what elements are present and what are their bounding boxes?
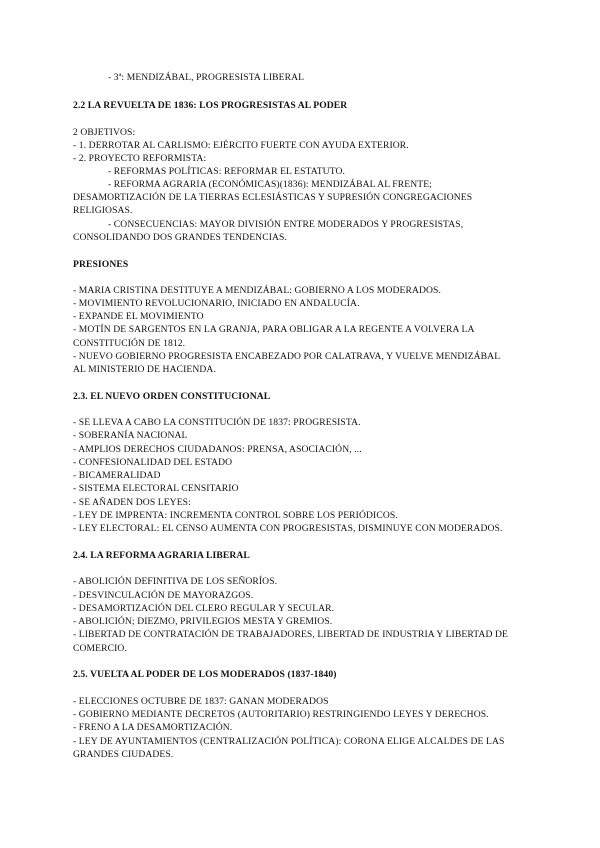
section-heading: 2.2 LA REVUELTA DE 1836: LOS PROGRESISTAS AL PODER xyxy=(73,100,348,111)
list-item: - NUEVO GOBIERNO PROGRESISTA ENCABEZADO POR CALATRAVA, Y VUELVE MENDIZÁBAL xyxy=(73,351,501,362)
list-item: - GOBIERNO MEDIANTE DECRETOS (AUTORITARIO) RESTRINGIENDO LEYES Y DERECHOS. xyxy=(73,709,489,720)
list-item: - FRENO A LA DESAMORTIZACIÓN. xyxy=(73,722,233,733)
list-item: DESAMORTIZACIÓN DE LA TIERRAS ECLESIÁSTICAS Y SUPRESIÓN CONGREGACIONES xyxy=(73,192,473,203)
list-item: - DESVINCULACIÓN DE MAYORAZGOS. xyxy=(73,590,254,601)
list-item: - MOTÍN DE SARGENTOS EN LA GRANJA, PARA OBLIGAR A LA REGENTE A VOLVERA LA xyxy=(73,324,475,335)
list-item: CONSTITUCIÓN DE 1812. xyxy=(73,338,186,349)
list-item: - SOBERANÍA NACIONAL xyxy=(73,430,188,441)
list-item: - LIBERTAD DE CONTRATACIÓN DE TRABAJADORES, LIBERTAD DE INDUSTRIA Y LIBERTAD DE xyxy=(73,629,508,640)
list-item: - 3ª: MENDIZÁBAL, PROGRESISTA LIBERAL xyxy=(108,72,305,83)
list-item: - CONSECUENCIAS: MAYOR DIVISIÓN ENTRE MODERADOS Y PROGRESISTAS, xyxy=(108,219,464,230)
list-item: - ABOLICIÓN DEFINITIVA DE LOS SEÑORÍOS. xyxy=(73,576,278,587)
list-item: - CONFESIONALIDAD DEL ESTADO xyxy=(73,457,233,468)
list-item: GRANDES CIUDADES. xyxy=(73,749,174,760)
list-item: CONSOLIDANDO DOS GRANDES TENDENCIAS. xyxy=(73,232,287,243)
list-item: - LEY DE AYUNTAMIENTOS (CENTRALIZACIÓN POLÍTICA): CORONA ELIGE ALCALDES DE LAS xyxy=(73,736,505,747)
section-heading: 2.5. VUELTA AL PODER DE LOS MODERADOS (1837-1840) xyxy=(73,669,337,680)
section-heading: 2.4. LA REFORMA AGRARIA LIBERAL xyxy=(73,550,250,561)
list-item: - MARIA CRISTINA DESTITUYE A MENDIZÁBAL: GOBIERNO A LOS MODERADOS. xyxy=(73,285,441,296)
list-item: - MOVIMIENTO REVOLUCIONARIO, INICIADO EN ANDALUCÍA. xyxy=(73,298,360,309)
list-item: - REFORMAS POLÍTICAS: REFORMAR EL ESTATUTO. xyxy=(108,166,346,177)
list-item: - 2. PROYECTO REFORMISTA: xyxy=(73,153,207,164)
list-item: - ABOLICIÓN; DIEZMO, PRIVILEGIOS MESTA Y GREMIOS. xyxy=(73,616,333,627)
section-heading: 2.3. EL NUEVO ORDEN CONSTITUCIONAL xyxy=(73,391,271,402)
list-item: - EXPANDE EL MOVIMIENTO xyxy=(73,311,204,322)
list-item: - AMPLIOS DERECHOS CIUDADANOS: PRENSA, ASOCIACIÓN, ... xyxy=(73,444,362,455)
list-item: - REFORMA AGRARIA (ECONÓMICAS)(1836): MENDIZÁBAL AL FRENTE; xyxy=(108,179,432,190)
list-item: - LEY ELECTORAL: EL CENSO AUMENTA CON PROGRESISTAS, DISMINUYE CON MODERADOS. xyxy=(73,523,503,534)
list-item: - SE AÑADEN DOS LEYES: xyxy=(73,497,191,508)
list-item: RELIGIOSAS. xyxy=(73,205,133,216)
section-heading: PRESIONES xyxy=(73,259,129,270)
list-item: 2 OBJETIVOS: xyxy=(73,127,136,138)
list-item: AL MINISTERIO DE HACIENDA. xyxy=(73,364,216,375)
list-item: - SE LLEVA A CABO LA CONSTITUCIÓN DE 1837: PROGRESISTA. xyxy=(73,417,361,428)
list-item: - ELECCIONES OCTUBRE DE 1837: GANAN MODERADOS xyxy=(73,696,329,707)
list-item: - BICAMERALIDAD xyxy=(73,470,161,481)
list-item: - SISTEMA ELECTORAL CENSITARIO xyxy=(73,483,239,494)
list-item: - LEY DE IMPRENTA: INCREMENTA CONTROL SOBRE LOS PERIÓDICOS. xyxy=(73,510,398,521)
list-item: - DESAMORTIZACIÓN DEL CLERO REGULAR Y SECULAR. xyxy=(73,603,335,614)
list-item: COMERCIO. xyxy=(73,643,127,654)
list-item: - 1. DERROTAR AL CARLISMO: EJÉRCITO FUERTE CON AYUDA EXTERIOR. xyxy=(73,140,409,151)
